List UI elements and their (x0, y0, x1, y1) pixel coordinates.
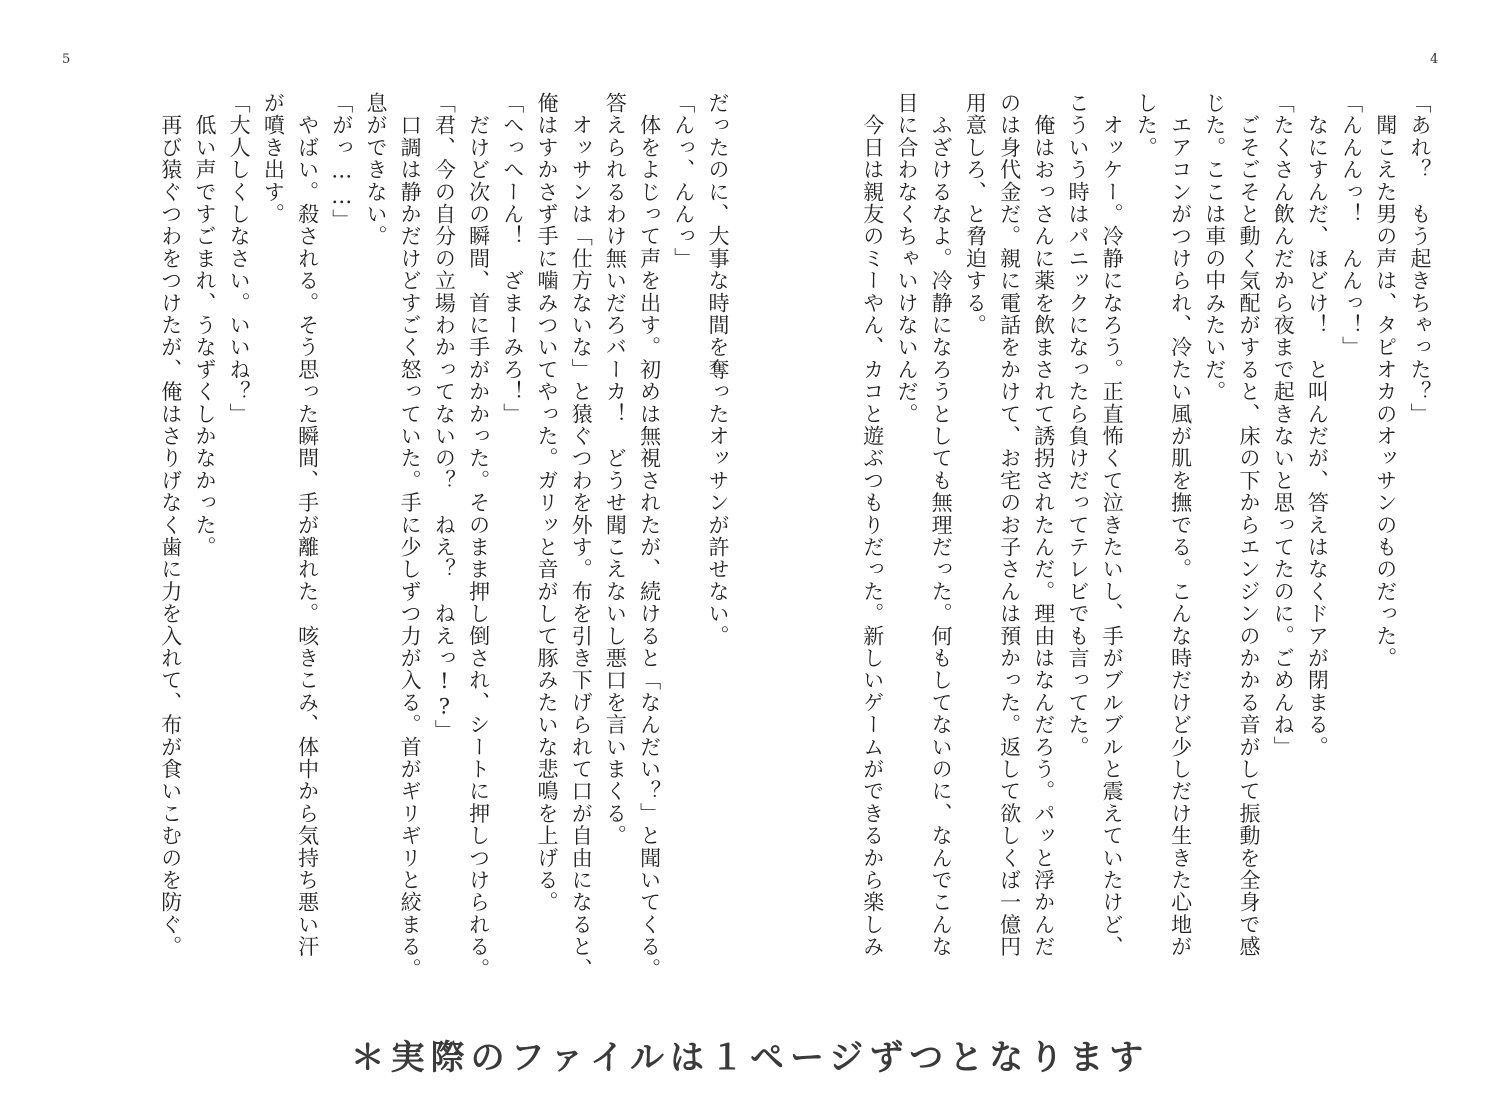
text-line: 俺はすかさず手に噛みついてやった。ガリッと音がして豚みたいな悲鳴を上げる。 (534, 92, 559, 914)
text-line: 「大人しくしなさい。いいね？」 (227, 92, 252, 425)
left-page-body (70, 92, 735, 992)
text-line: 「たくさん飲んだから夜まで起きないと思ってたのに。ごめんね」 (1271, 92, 1296, 758)
text-line: ごそごそと動く気配がすると、床の下からエンジンのかかる音がして振動を全身で感 (1236, 92, 1261, 958)
text-line: じた。ここは車の中みたいだ。 (1202, 92, 1227, 403)
text-line: 目に合わなくちゃいけないんだ。 (894, 92, 919, 425)
text-line: が噴き出す。 (261, 92, 286, 226)
text-line: した。 (1134, 92, 1159, 159)
text-line: のは身代金だ。親に電話をかけて、お宅のお子さんは預かった。返して欲しくば一億円 (997, 92, 1022, 958)
page-number-left: 5 (62, 52, 71, 67)
text-line: エアコンがつけられ、冷たい風が肌を撫でる。こんな時だけど少しだけ生きた心地が (1168, 92, 1193, 958)
text-line: 低い声ですごまれ、うなずくしかなかった。 (192, 92, 217, 559)
text-line: だけど次の瞬間、首に手がかかった。そのまま押し倒され、シートに押しつけられる。 (466, 92, 491, 980)
footer-note: ＊実際のファイルは１ページずつとなります (350, 1038, 1150, 1078)
text-line: 「あれ？ もう起きちゃった？」 (1408, 92, 1432, 425)
right-page-body (817, 92, 1437, 992)
text-line: だったのに、大事な時間を奪ったオッサンが許せない。 (706, 92, 730, 647)
page-number-right: 4 (1430, 52, 1439, 67)
text-line: 「んっ、んんっ」 (671, 92, 696, 270)
text-line: 「がっ……」 (329, 92, 354, 232)
text-line: ふざけるなよ。冷静になろうとしても無理だった。何もしてないのに、なんでこんな (929, 92, 954, 958)
text-line: やばい。殺される。そう思った瞬間、手が離れた。咳きこみ、体中から気持ち悪い汗 (295, 92, 320, 958)
text-line: オッサンは「仕方ないな」と猿ぐつわを外す。布を引き下げられて口が自由になると、 (569, 92, 594, 980)
text-line: なにすんだ、ほどけ！ と叫んだが、答えはなくドアが閉まる。 (1305, 92, 1330, 758)
text-line: 用意しろ、と脅迫する。 (963, 92, 988, 337)
text-line: 再び猿ぐつわをつけたが、俺はさりげなく歯に力を入れて、布が食いこむのを防ぐ。 (158, 92, 183, 958)
text-line: 息ができない。 (363, 92, 388, 248)
text-line: こういう時はパニックになったら負けだってテレビでも言ってた。 (1065, 92, 1090, 758)
text-line: 「君、今の自分の立場わかってないの？ ねえ？ ねえっ!?」 (432, 92, 457, 742)
right-page (750, 0, 1500, 1010)
text-line: 俺はおっさんに薬を飲まされて誘拐されたんだ。理由はなんだろう。パッと浮かんだ (1031, 92, 1056, 958)
text-line: オッケー。冷静になろう。正直怖くて泣きたいし、手がブルブルと震えていたけど、 (1100, 92, 1125, 958)
text-line: 体をよじって声を出す。初めは無視されたが、続けると「なんだい？」と聞いてくる。 (637, 92, 662, 980)
text-line: 答えられるわけ無いだろバーカ！ どうせ聞こえないし悪口を言いまくる。 (603, 92, 628, 847)
text-line: 今日は親友のミーやん、カコと遊ぶつもりだった。新しいゲームができるから楽しみ (860, 92, 885, 958)
text-line: 「んんんっ！ んんっ！」 (1339, 92, 1364, 359)
left-page (0, 0, 750, 1010)
text-line: 「へっへーん！ ざまーみろ！」 (500, 92, 525, 425)
text-line: 聞こえた男の声は、タピオカのオッサンのものだった。 (1373, 92, 1398, 670)
text-line: 口調は静かだけどすごく怒っていた。手に少しずつ力が入る。首がギリギリと絞まる。 (398, 92, 423, 981)
